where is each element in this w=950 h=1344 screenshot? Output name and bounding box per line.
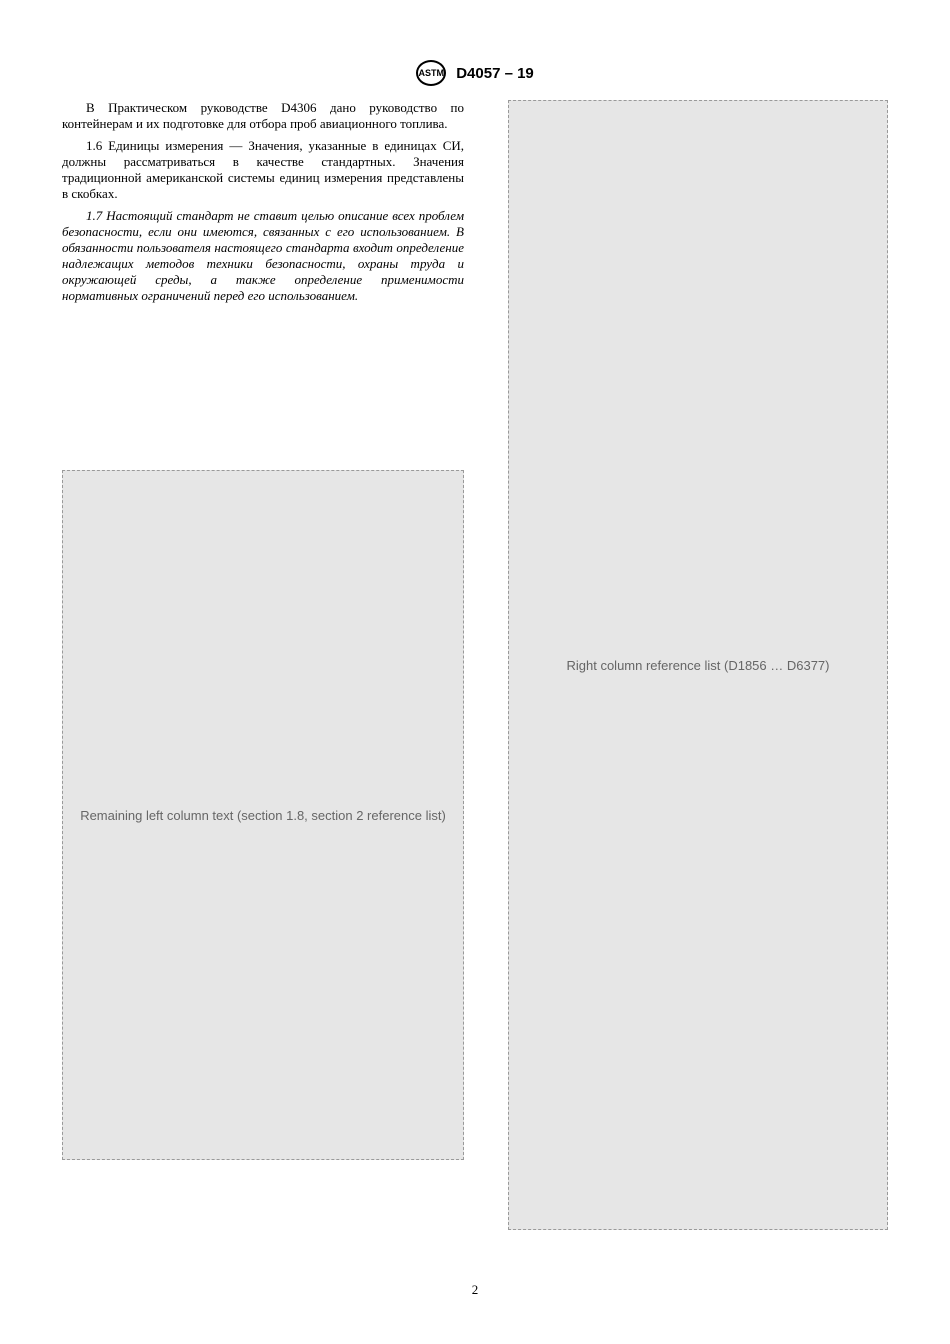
left-column (62, 100, 464, 310)
paragraph-1-7: 1.7 Настоящий стандарт не ставит целью описание всех проблем безопасности, если они имеются, связанных с его использованием. В обязанности пользователя настоящего стандарта входит определение надлежащих методов техники безопасности, охраны труда и окружающей среды, а также определение применимости нормативных ограничений перед его использованием. (62, 208, 464, 303)
page-header (0, 60, 950, 86)
standard-designation: D4057 – 19 (456, 64, 534, 82)
page-number: 2 (471, 1282, 479, 1297)
left-column-placeholder (62, 470, 464, 1160)
left-column-placeholder-box: Remaining left column text (section 1.8, section 2 reference list) (62, 470, 464, 1160)
paragraph-1-6: 1.6 Единицы измерения — Значения, указанные в единицах СИ, должны рассматриваться в качестве стандартных. Значения традиционной американской системы единиц измерения представлены в скобках. (62, 138, 464, 201)
right-column-placeholder-box: Right column reference list (D1856 … D6377) (508, 100, 888, 1230)
right-column (508, 100, 888, 1230)
intro-paragraph: В Практическом руководстве D4306 дано руководство по контейнерам и их подготовке для отбора проб авиационного топлива. (62, 100, 464, 131)
astm-logo-icon: ASTM (416, 60, 446, 86)
